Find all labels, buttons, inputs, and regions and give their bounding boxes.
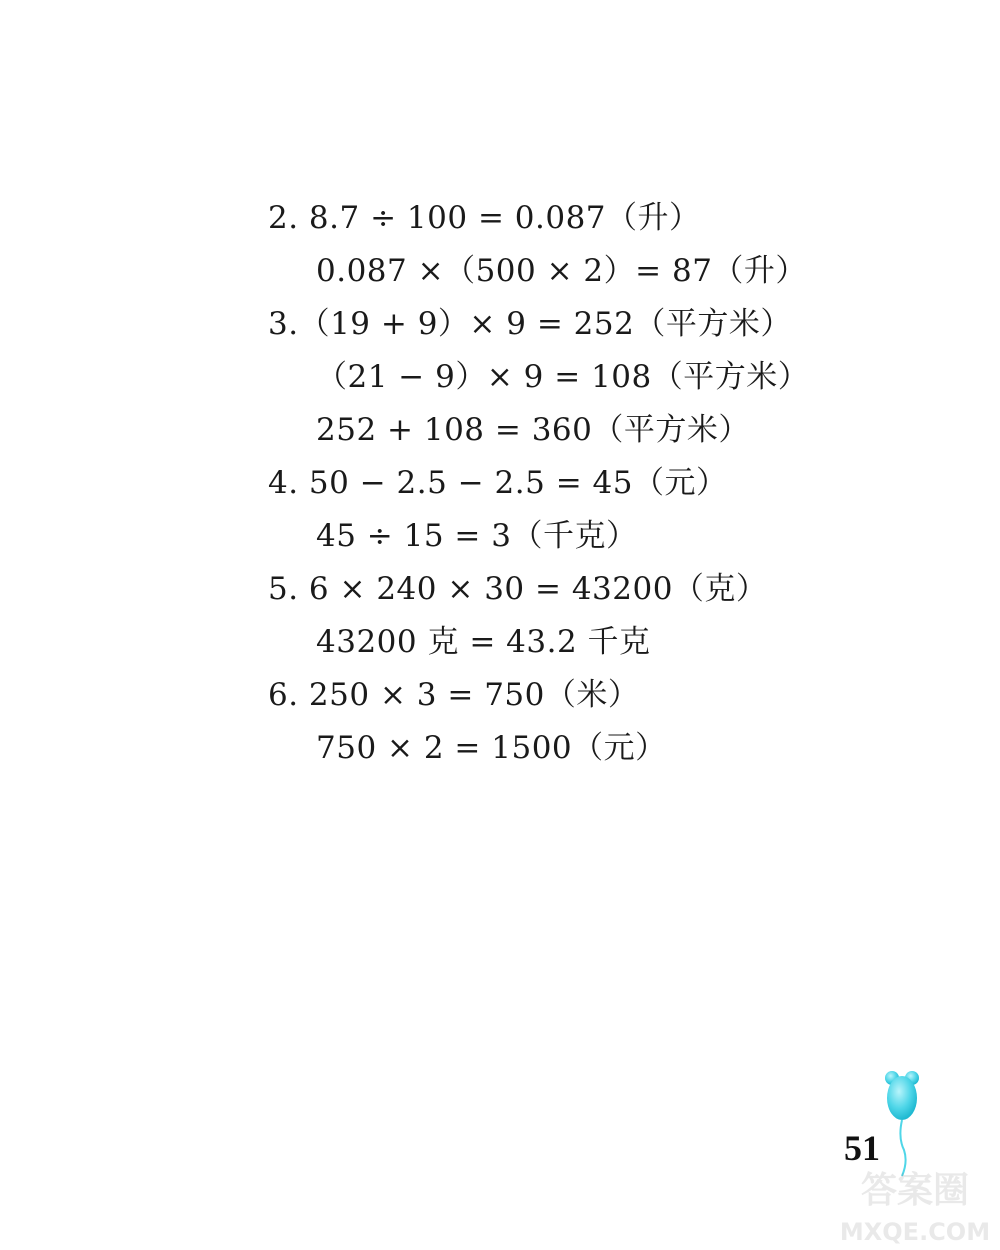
answer-line-4b: 45 ÷ 15 = 3（千克） [316, 518, 638, 554]
answer-line-3b: （21 − 9）× 9 = 108（平方米） [316, 359, 810, 395]
answer-line-3a: 3.（19 + 9）× 9 = 252（平方米） [268, 306, 792, 342]
page-number: 51 [844, 1128, 880, 1168]
answer-line-5a: 5. 6 × 240 × 30 = 43200（克） [268, 571, 768, 607]
answer-line-2a: 2. 8.7 ÷ 100 = 0.087（升） [268, 200, 701, 236]
watermark-text-bottom: MXQE.COM [839, 1218, 991, 1246]
watermark-text-top: 答案圈 [860, 1170, 970, 1211]
answer-line-4a: 4. 50 − 2.5 − 2.5 = 45（元） [268, 465, 728, 501]
answer-line-6b: 750 × 2 = 1500（元） [316, 730, 667, 766]
answer-line-6a: 6. 250 × 3 = 750（米） [268, 677, 640, 713]
answer-line-5b: 43200 克 = 43.2 千克 [316, 624, 651, 660]
answer-line-2b: 0.087 ×（500 × 2）= 87（升） [316, 253, 807, 289]
watermark-logo [830, 1160, 1000, 1250]
answer-line-3c: 252 + 108 = 360（平方米） [316, 412, 750, 448]
